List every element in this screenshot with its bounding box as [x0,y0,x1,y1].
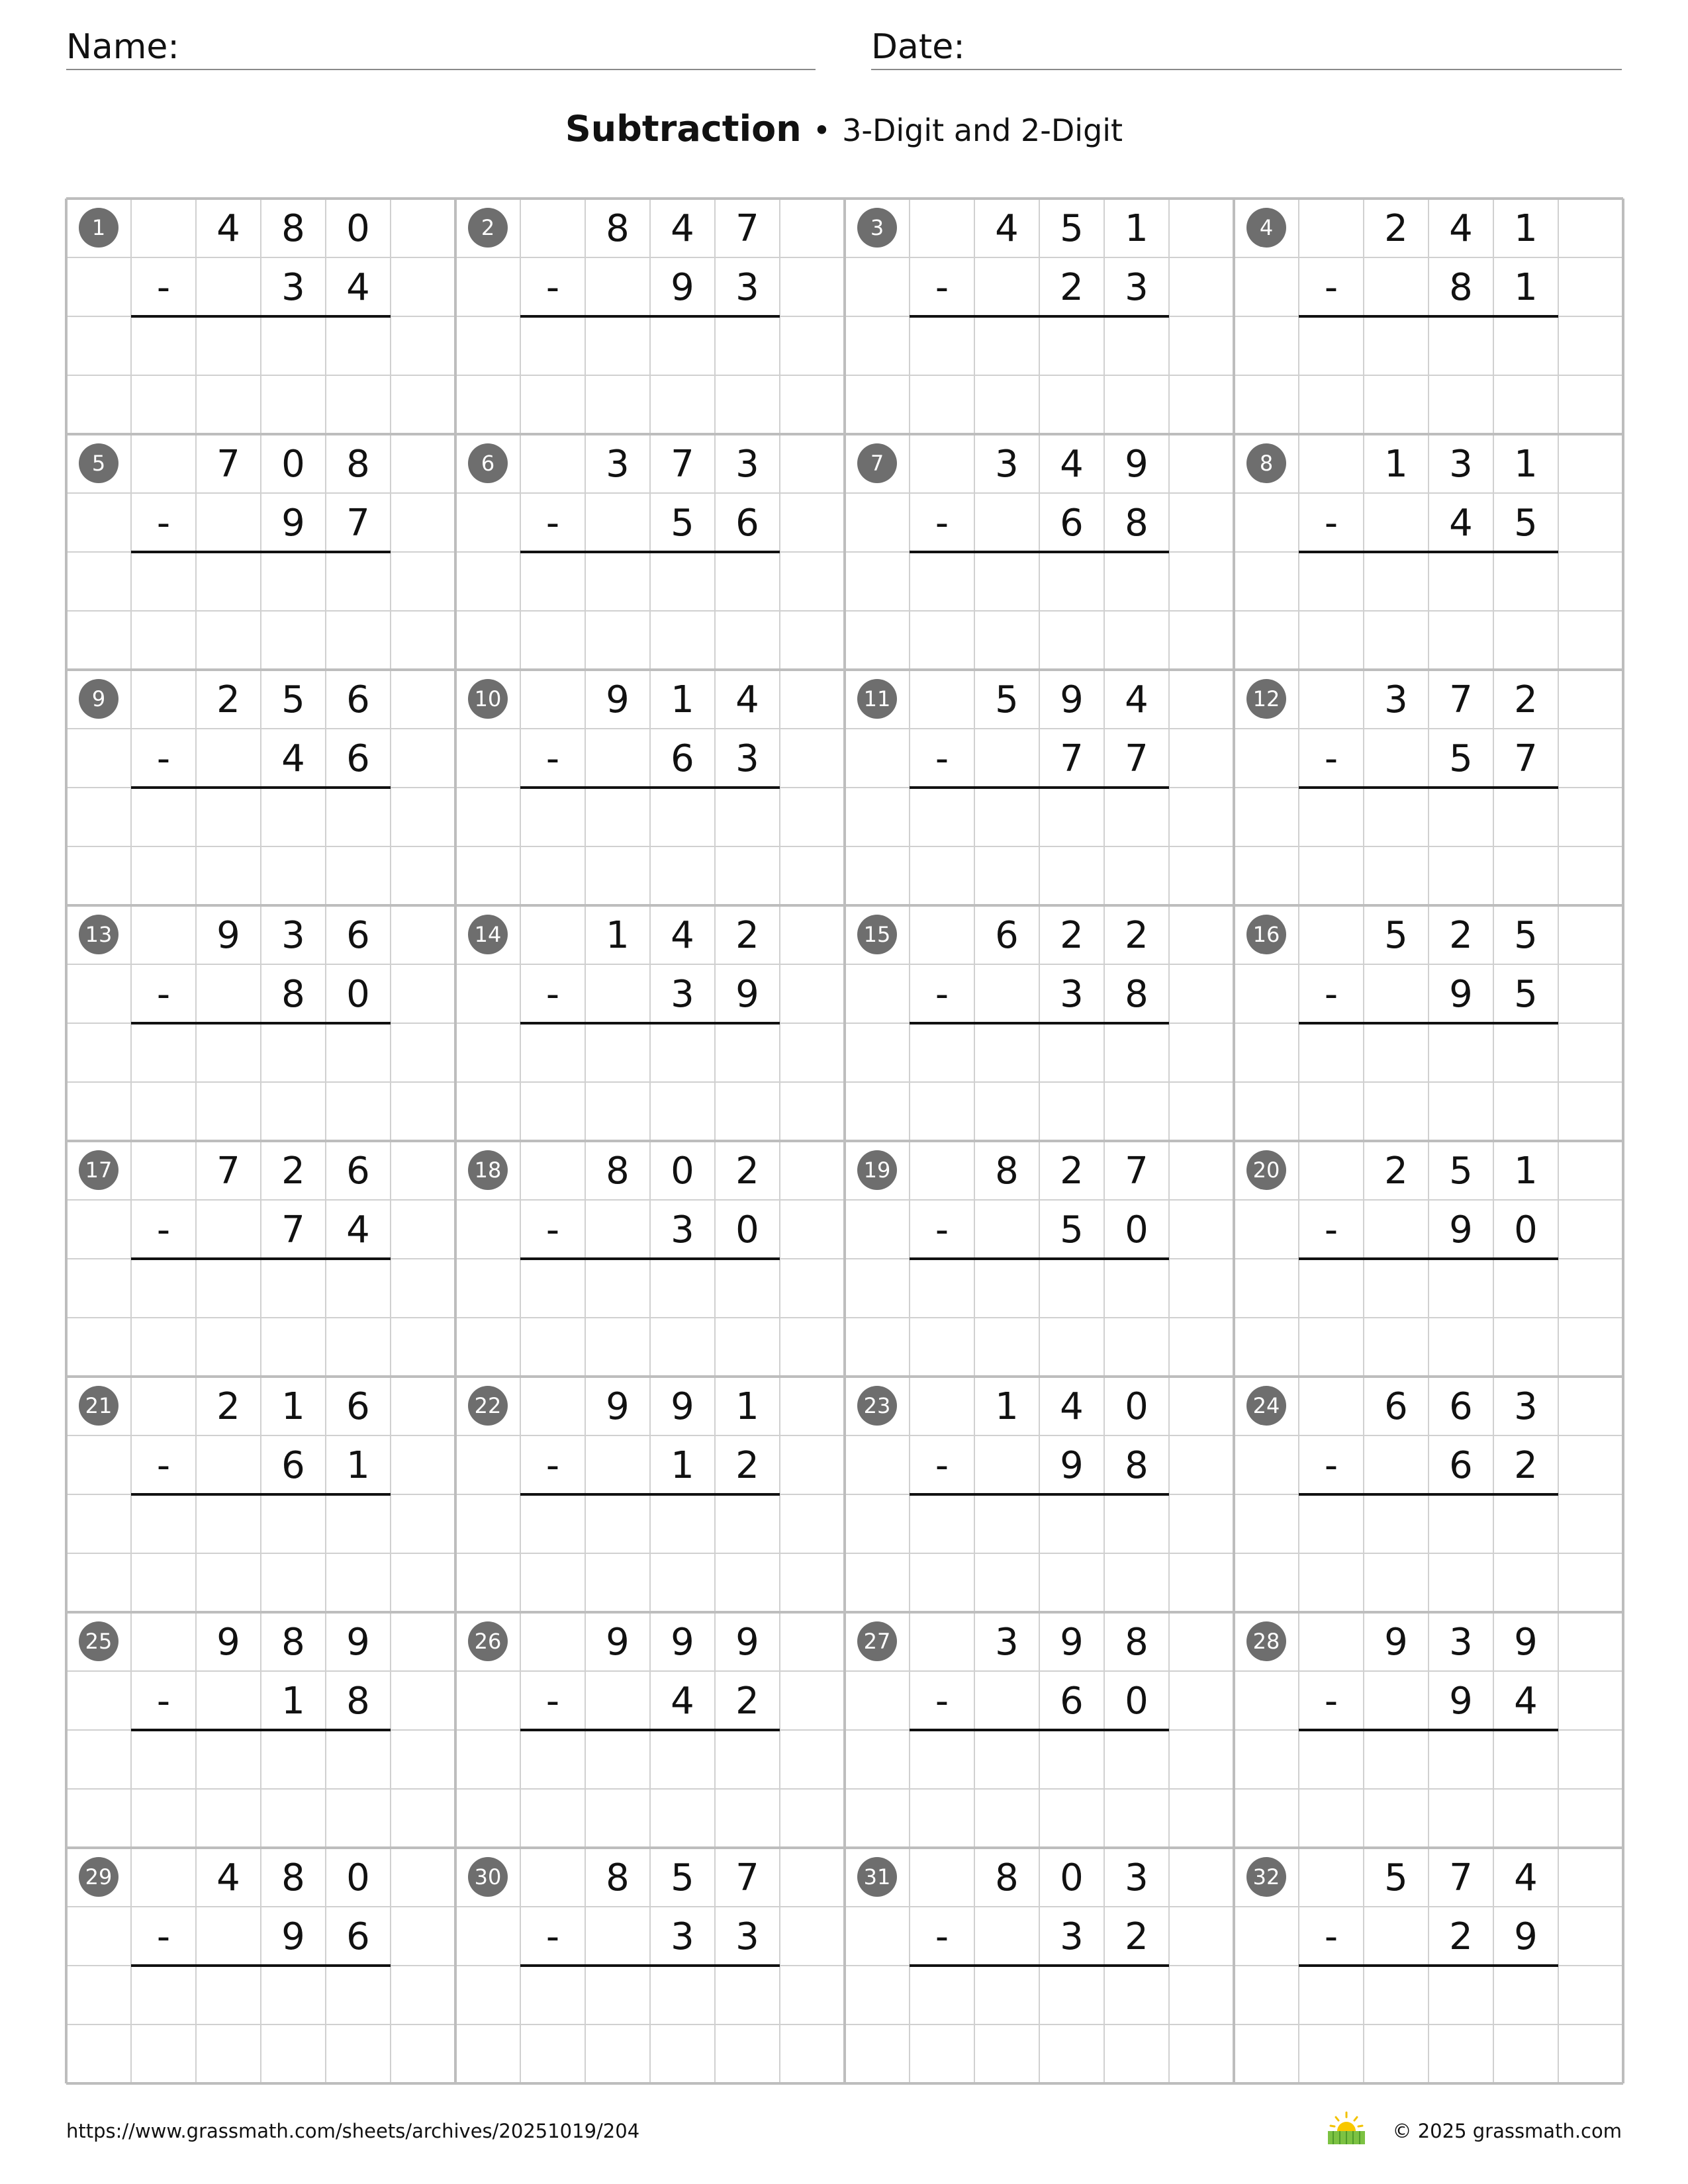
minus-sign: - [1324,973,1338,1016]
problem-number: 29 [85,1864,113,1889]
subtrahend-digit: 0 [1125,1680,1149,1723]
subtrahend-digit: 3 [1060,1915,1084,1958]
minuend-digit: 2 [1514,678,1538,721]
minus-sign: - [935,502,949,545]
subtrahend-digit: 7 [1514,737,1538,780]
subtrahend-digit: 3 [1125,266,1149,309]
minuend-digit: 7 [216,1150,240,1193]
problem-number: 31 [863,1864,891,1889]
date-label: Date: [871,27,965,67]
minuend-digit: 1 [1125,207,1149,250]
minuend-digit: 2 [735,1150,759,1193]
subtrahend-digit: 8 [1125,502,1149,545]
minuend-digit: 4 [216,207,240,250]
minuend-digit: 0 [671,1150,694,1193]
minuend-digit: 9 [606,1621,630,1664]
problem-number: 9 [91,686,106,711]
minus-sign: - [156,1444,171,1487]
problem-number: 21 [85,1393,113,1418]
problem-number: 30 [474,1864,502,1889]
problem-number: 22 [474,1393,502,1418]
minuend-digit: 7 [671,443,694,486]
subtrahend-digit: 7 [1060,737,1084,780]
subtrahend-digit: 9 [735,973,759,1016]
subtrahend-digit: 8 [281,973,305,1016]
problem-number: 4 [1259,215,1274,240]
minuend-digit: 8 [281,1856,305,1899]
subtrahend-digit: 3 [735,1915,759,1958]
minuend-digit: 9 [606,1385,630,1428]
subtrahend-digit: 5 [1514,973,1538,1016]
problem-number: 7 [870,451,884,476]
subtrahend-digit: 4 [671,1680,694,1723]
subtrahend-digit: 3 [671,973,694,1016]
minuend-digit: 7 [1449,1856,1473,1899]
sun-over-grass-icon [1325,2111,1368,2146]
minuend-digit: 2 [216,678,240,721]
minuend-digit: 1 [1384,443,1408,486]
minuend-digit: 5 [1384,1856,1408,1899]
minus-sign: - [545,737,560,780]
minuend-digit: 5 [281,678,305,721]
subtrahend-digit: 6 [346,1915,370,1958]
name-label: Name: [66,27,179,67]
subtrahend-digit: 7 [346,502,370,545]
problem-number: 23 [863,1393,891,1418]
minuend-digit: 6 [346,678,370,721]
subtrahend-digit: 9 [281,502,305,545]
subtrahend-digit: 1 [671,1444,694,1487]
minuend-digit: 6 [346,914,370,957]
minus-sign: - [935,1444,949,1487]
subtrahend-digit: 6 [281,1444,305,1487]
minus-sign: - [545,502,560,545]
subtrahend-digit: 1 [281,1680,305,1723]
footer-url: https://www.grassmath.com/sheets/archives/20251019/204 [66,2120,640,2142]
minuend-digit: 8 [606,207,630,250]
problem-number: 18 [474,1158,502,1183]
title-separator: • [812,113,831,148]
minuend-digit: 5 [1514,914,1538,957]
minuend-digit: 7 [216,443,240,486]
minuend-digit: 1 [995,1385,1019,1428]
minus-sign: - [1324,1208,1338,1251]
minuend-digit: 1 [1514,207,1538,250]
minuend-digit: 8 [606,1856,630,1899]
problem-number: 11 [863,686,891,711]
subtrahend-digit: 7 [1125,737,1149,780]
title-subtitle: 3-Digit and 2-Digit [842,113,1123,148]
minus-sign: - [156,973,171,1016]
subtrahend-digit: 2 [735,1444,759,1487]
minus-sign: - [1324,1915,1338,1958]
subtrahend-digit: 9 [1514,1915,1538,1958]
minuend-digit: 0 [346,1856,370,1899]
subtrahend-digit: 3 [671,1208,694,1251]
minuend-digit: 4 [671,914,694,957]
minuend-digit: 9 [606,678,630,721]
minuend-digit: 6 [346,1150,370,1193]
subtrahend-digit: 6 [1060,502,1084,545]
minuend-digit: 9 [216,1621,240,1664]
minus-sign: - [1324,737,1338,780]
minus-sign: - [935,737,949,780]
minuend-digit: 2 [1125,914,1149,957]
subtrahend-digit: 9 [1449,1208,1473,1251]
minus-sign: - [156,1680,171,1723]
problem-number: 28 [1252,1629,1280,1654]
problem-number: 3 [870,215,884,240]
minuend-digit: 4 [1125,678,1149,721]
minuend-digit: 0 [281,443,305,486]
minuend-digit: 1 [281,1385,305,1428]
minuend-digit: 8 [281,1621,305,1664]
subtrahend-digit: 2 [735,1680,759,1723]
subtrahend-digit: 3 [671,1915,694,1958]
minuend-digit: 9 [1125,443,1149,486]
minuend-digit: 2 [1384,207,1408,250]
problem-number: 19 [863,1158,891,1183]
title-main: Subtraction [565,108,802,150]
subtrahend-digit: 0 [1125,1208,1149,1251]
subtrahend-digit: 6 [346,737,370,780]
minuend-digit: 1 [1514,1150,1538,1193]
subtrahend-digit: 6 [735,502,759,545]
subtrahend-digit: 3 [735,737,759,780]
problem-number: 13 [85,922,113,947]
minuend-digit: 5 [1384,914,1408,957]
minus-sign: - [1324,502,1338,545]
minuend-digit: 6 [1384,1385,1408,1428]
minuend-digit: 4 [671,207,694,250]
subtrahend-digit: 2 [1060,266,1084,309]
subtrahend-digit: 6 [1449,1444,1473,1487]
subtrahend-digit: 9 [671,266,694,309]
minuend-digit: 4 [1060,443,1084,486]
minuend-digit: 8 [606,1150,630,1193]
minuend-digit: 4 [1449,207,1473,250]
subtrahend-digit: 5 [1449,737,1473,780]
minuend-digit: 2 [1060,914,1084,957]
minuend-digit: 5 [1449,1150,1473,1193]
minuend-digit: 3 [995,1621,1019,1664]
subtrahend-digit: 6 [1060,1680,1084,1723]
minuend-digit: 6 [995,914,1019,957]
minuend-digit: 9 [346,1621,370,1664]
minuend-digit: 0 [1060,1856,1084,1899]
minuend-digit: 3 [1449,1621,1473,1664]
minuend-digit: 3 [1384,678,1408,721]
problem-number: 2 [481,215,495,240]
problem-number: 10 [474,686,502,711]
problem-number: 25 [85,1629,113,1654]
minuend-digit: 4 [995,207,1019,250]
minuend-digit: 4 [1514,1856,1538,1899]
minuend-digit: 5 [1060,207,1084,250]
subtrahend-digit: 9 [1449,1680,1473,1723]
subtrahend-digit: 8 [1125,1444,1149,1487]
minuend-digit: 8 [1125,1621,1149,1664]
subtrahend-digit: 9 [1060,1444,1084,1487]
minus-sign: - [935,266,949,309]
subtrahend-digit: 2 [1125,1915,1149,1958]
minuend-digit: 2 [281,1150,305,1193]
minuend-digit: 8 [995,1856,1019,1899]
minuend-digit: 9 [1060,678,1084,721]
minuend-digit: 1 [1514,443,1538,486]
minuend-digit: 2 [216,1385,240,1428]
minus-sign: - [156,266,171,309]
subtrahend-digit: 3 [281,266,305,309]
minuend-digit: 3 [735,443,759,486]
subtrahend-digit: 2 [1514,1444,1538,1487]
problem-number: 14 [474,922,502,947]
minuend-digit: 8 [281,207,305,250]
minus-sign: - [1324,1444,1338,1487]
minus-sign: - [156,1208,171,1251]
minuend-digit: 2 [735,914,759,957]
subtrahend-digit: 5 [1060,1208,1084,1251]
minuend-digit: 0 [1125,1385,1149,1428]
minuend-digit: 4 [735,678,759,721]
minuend-digit: 7 [1125,1150,1149,1193]
minuend-digit: 9 [735,1621,759,1664]
minuend-digit: 7 [735,207,759,250]
subtrahend-digit: 0 [346,973,370,1016]
subtrahend-digit: 9 [1449,973,1473,1016]
problem-number: 12 [1252,686,1280,711]
problem-number: 15 [863,922,891,947]
problem-number: 17 [85,1158,113,1183]
footer-copyright: © 2025 grassmath.com [1392,2120,1622,2142]
subtrahend-digit: 5 [671,502,694,545]
minuend-digit: 1 [735,1385,759,1428]
minus-sign: - [545,1680,560,1723]
subtrahend-digit: 4 [1514,1680,1538,1723]
minuend-digit: 9 [1514,1621,1538,1664]
minuend-digit: 9 [671,1385,694,1428]
subtrahend-digit: 7 [281,1208,305,1251]
minuend-digit: 9 [1060,1621,1084,1664]
minuend-digit: 8 [995,1150,1019,1193]
minus-sign: - [1324,1680,1338,1723]
subtrahend-digit: 3 [735,266,759,309]
minuend-digit: 9 [216,914,240,957]
problem-number: 6 [481,451,495,476]
subtrahend-digit: 6 [671,737,694,780]
problem-number: 24 [1252,1393,1280,1418]
minus-sign: - [545,1444,560,1487]
minus-sign: - [156,737,171,780]
minuend-digit: 3 [1449,443,1473,486]
problem-number: 20 [1252,1158,1280,1183]
minuend-digit: 0 [346,207,370,250]
minuend-digit: 1 [606,914,630,957]
minus-sign: - [545,1208,560,1251]
subtrahend-digit: 5 [1514,502,1538,545]
minuend-digit: 7 [1449,678,1473,721]
minuend-digit: 3 [995,443,1019,486]
minus-sign: - [935,1208,949,1251]
minus-sign: - [545,266,560,309]
minus-sign: - [545,973,560,1016]
minuend-digit: 2 [1449,914,1473,957]
subtrahend-digit: 0 [1514,1208,1538,1251]
problem-number: 1 [91,215,106,240]
problem-number: 5 [91,451,106,476]
minuend-digit: 4 [216,1856,240,1899]
subtrahend-digit: 4 [346,266,370,309]
minuend-digit: 5 [995,678,1019,721]
problem-number: 27 [863,1629,891,1654]
subtrahend-digit: 1 [346,1444,370,1487]
problem-number: 26 [474,1629,502,1654]
minuend-digit: 2 [1384,1150,1408,1193]
subtrahend-digit: 9 [281,1915,305,1958]
subtrahend-digit: 8 [346,1680,370,1723]
minuend-digit: 1 [671,678,694,721]
minuend-digit: 6 [346,1385,370,1428]
minus-sign: - [545,1915,560,1958]
subtrahend-digit: 0 [735,1208,759,1251]
minuend-digit: 2 [1060,1150,1084,1193]
minuend-digit: 4 [1060,1385,1084,1428]
minus-sign: - [935,973,949,1016]
minuend-digit: 7 [735,1856,759,1899]
minus-sign: - [935,1680,949,1723]
minus-sign: - [156,502,171,545]
minus-sign: - [1324,266,1338,309]
subtrahend-digit: 4 [1449,502,1473,545]
subtrahend-digit: 4 [281,737,305,780]
minuend-digit: 6 [1449,1385,1473,1428]
subtrahend-digit: 3 [1060,973,1084,1016]
minuend-digit: 3 [1125,1856,1149,1899]
problem-number: 32 [1252,1864,1280,1889]
subtrahend-digit: 8 [1449,266,1473,309]
minuend-digit: 9 [1384,1621,1408,1664]
minuend-digit: 3 [606,443,630,486]
minuend-digit: 3 [1514,1385,1538,1428]
problem-number: 8 [1259,451,1274,476]
minus-sign: - [935,1915,949,1958]
subtrahend-digit: 4 [346,1208,370,1251]
subtrahend-digit: 8 [1125,973,1149,1016]
minus-sign: - [156,1915,171,1958]
minuend-digit: 9 [671,1621,694,1664]
minuend-digit: 8 [346,443,370,486]
minuend-digit: 5 [671,1856,694,1899]
subtrahend-digit: 1 [1514,266,1538,309]
subtrahend-digit: 2 [1449,1915,1473,1958]
problem-number: 16 [1252,922,1280,947]
minuend-digit: 3 [281,914,305,957]
